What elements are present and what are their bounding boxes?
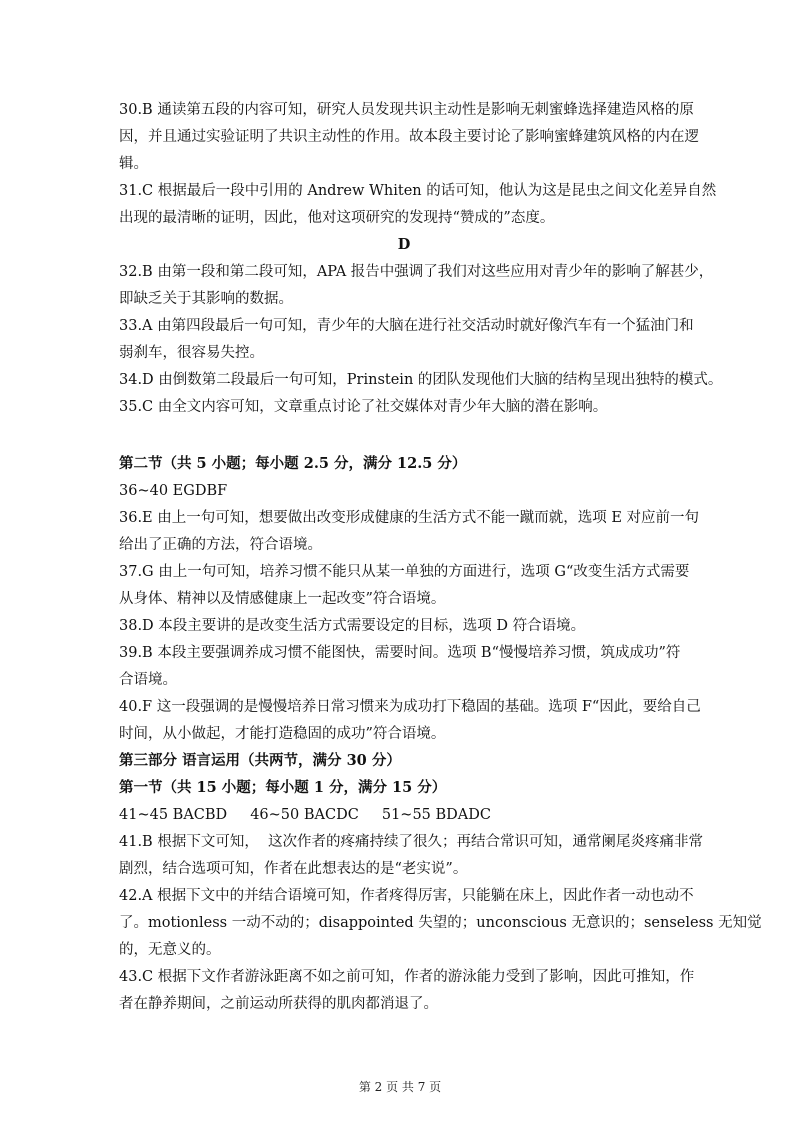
answer-33-line-1: 33.A 由第四段最后一句可知，青少年的大脑在进行社交活动时就好像汽车有一个猛油门和	[119, 318, 694, 334]
answer-41-line-2: 剧烈，结合选项可知，作者在此想表达的是“老实说”。	[119, 861, 468, 877]
answers-41-55-key: 41~45 BACBD 46~50 BACDC 51~55 BDADC	[119, 807, 491, 823]
answer-32-line-2: 即缺乏关于其影响的数据。	[119, 291, 293, 307]
answer-42-line-1: 42.A 根据下文中的并结合语境可知，作者疼得厉害，只能躺在床上，因此作者一动也动不	[119, 888, 694, 904]
answer-43-line-1: 43.C 根据下文作者游泳距离不如之前可知，作者的游泳能力受到了影响，因此可推知，作	[119, 969, 695, 985]
answer-39-line-2: 合语境。	[119, 672, 177, 688]
answer-32-line-1: 32.B 由第一段和第二段可知，APA 报告中强调了我们对这些应用对青少年的影响了解甚少，	[119, 264, 714, 280]
answer-31-line-2: 出现的最清晰的证明，因此，他对这项研究的发现持“赞成的”态度。	[119, 210, 555, 226]
answer-33-line-2: 弱刹车，很容易失控。	[119, 345, 264, 361]
answer-36-line-2: 给出了正确的方法，符合语境。	[119, 537, 322, 553]
answer-36-line-1: 36.E 由上一句可知，想要做出改变形成健康的生活方式不能一蹴而就，选项 E 对应前一句	[119, 510, 700, 526]
answer-39-line-1: 39.B 本段主要强调养成习惯不能图快，需要时间。选项 B“慢慢培养习惯，筑成成功”符	[119, 645, 681, 661]
answer-40-line-1: 40.F 这一段强调的是慢慢培养日常习惯来为成功打下稳固的基础。选项 F“因此，要给自己	[119, 699, 701, 715]
page-footer: 第 2 页 共 7 页	[358, 1080, 442, 1094]
answer-43-line-2: 者在静养期间，之前运动所获得的肌肉都消退了。	[119, 996, 438, 1012]
answer-35-line-1: 35.C 由全文内容可知，文章重点讨论了社交媒体对青少年大脑的潜在影响。	[119, 399, 608, 415]
answer-42-line-3: 的，无意义的。	[119, 942, 221, 958]
answer-34-line-1: 34.D 由倒数第二段最后一句可知，Prinstein 的团队发现他们大脑的结构呈现出独特的模式。	[119, 372, 723, 388]
answer-41-line-1: 41.B 根据下文可知， 这次作者的疼痛持续了很久；再结合常识可知，通常阑尾炎疼痛非常	[119, 834, 704, 850]
part-3-heading: 第三部分 语言运用（共两节，满分 30 分）	[119, 752, 401, 769]
answers-36-40-key: 36~40 EGDBF	[119, 483, 228, 499]
answer-30-line-3: 辑。	[119, 156, 148, 172]
answer-30-line-2: 因，并且通过实验证明了共识主动性的作用。故本段主要讨论了影响蜜蜂建筑风格的内在逻	[119, 129, 699, 145]
section-heading-d: D	[397, 236, 411, 253]
answer-30-line-1: 30.B 通读第五段的内容可知，研究人员发现共识主动性是影响无刺蜜蜂选择建造风格的原	[119, 102, 694, 118]
answer-31-line-1: 31.C 根据最后一段中引用的 Andrew Whiten 的话可知，他认为这是昆虫之间文化差异自然	[119, 183, 717, 199]
answer-42-line-2: 了。motionless 一动不动的；disappointed 失望的；unconscious 无意识的；senseless 无知觉	[119, 915, 762, 931]
answer-37-line-1: 37.G 由上一句可知，培养习惯不能只从某一单独的方面进行，选项 G“改变生活方式需要	[119, 564, 690, 580]
answer-40-line-2: 时间，从小做起，才能打造稳固的成功”符合语境。	[119, 726, 446, 742]
section-2-heading: 第二节（共 5 小题；每小题 2.5 分，满分 12.5 分）	[119, 455, 467, 472]
answer-37-line-2: 从身体、精神以及情感健康上一起改变”符合语境。	[119, 591, 446, 607]
section-1-heading: 第一节（共 15 小题；每小题 1 分，满分 15 分）	[119, 779, 447, 796]
answer-38-line-1: 38.D 本段主要讲的是改变生活方式需要设定的目标，选项 D 符合语境。	[119, 618, 586, 634]
